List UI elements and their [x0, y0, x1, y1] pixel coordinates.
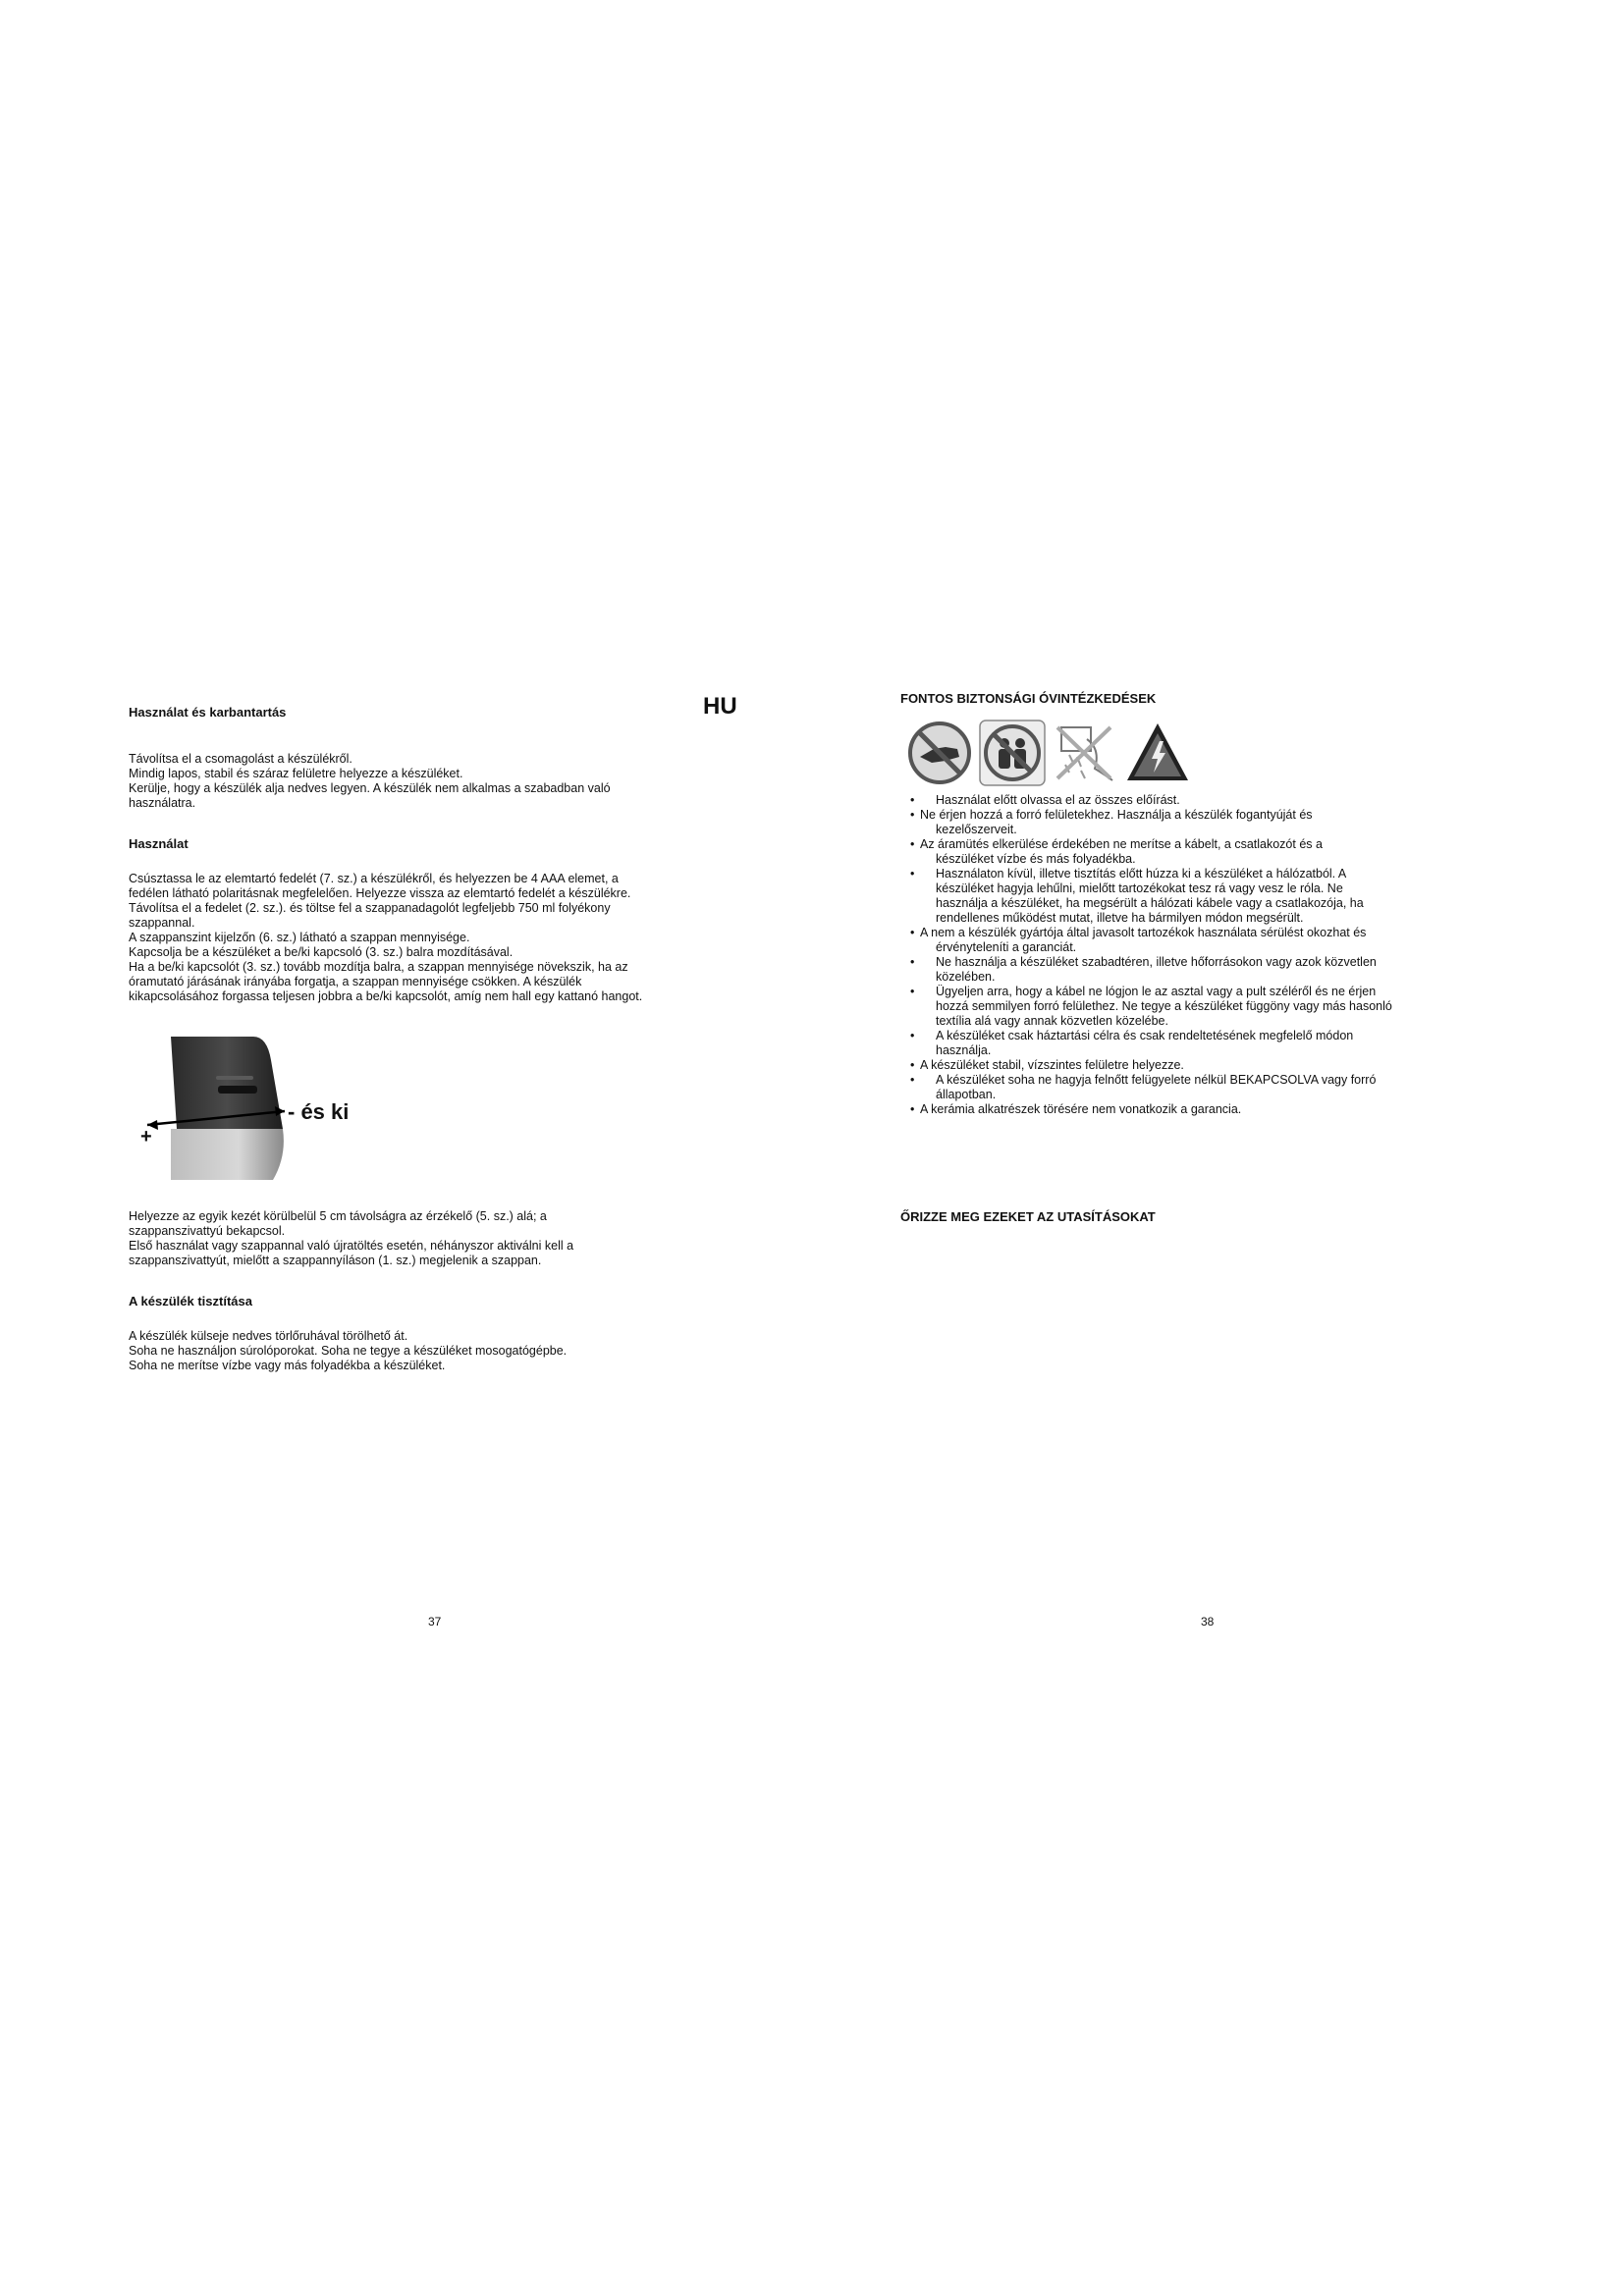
list-item: • Ne használja a készüléket szabadtéren, illetve hőforrásokon vagy azok közvetlen közelében. [910, 955, 1421, 985]
right-page [812, 0, 1624, 2296]
text-line: készüléket vízbe és más folyadékba. [936, 852, 1136, 866]
text-line: használatra. [129, 796, 196, 810]
safety-icons [906, 720, 1191, 786]
text-line: A kerámia alkatrészek törésére nem vonatkozik a garancia. [920, 1102, 1242, 1116]
list-item: • Ügyeljen arra, hogy a kábel ne lógjon le az asztal vagy a pult széléről és ne érjen hozzá semmilyen forró felülethez. Ne tegye a készüléket függöny vagy más hasonló textília alá vagy annak közvetlen közelébe. [910, 985, 1421, 1029]
list-item: • Használaton kívül, illetve tisztítás előtt húzza ki a készüléket a hálózatból. A készüléket hagyja lehűlni, mielőtt tartozékokat tesz rá vagy vesz le róla. Ne használja a készüléket, ha megsérült a hálózati kábele vagy a csatlakozója, ha rendellenes működést mutat, illetve ha bármilyen módon megsérült. [910, 867, 1421, 926]
list-item: • Ne érjen hozzá a forró felületekhez. Használja a készülék fogantyúját és kezelőszerveit. [910, 808, 1421, 837]
text-line: szappanszivattyú bekapcsol. [129, 1224, 286, 1238]
no-water-icon [1052, 720, 1118, 786]
text-line: Távolítsa el a csomagolást a készülékről. [129, 752, 352, 766]
safety-list [910, 793, 1421, 1117]
text-line: Távolítsa el a fedelet (2. sz.). és töltse fel a szappanadagolót legfeljebb 750 ml folyékony [129, 901, 611, 915]
page-number: 37 [428, 1615, 442, 1629]
text-line: Soha ne merítse vízbe vagy más folyadékba a készüléket. [129, 1359, 446, 1372]
text-line: közelében. [936, 970, 996, 984]
switch-plus-label: + [140, 1126, 152, 1148]
list-item: • A készüléket csak háztartási célra és csak rendeltetésének megfelelő módon használja. [910, 1029, 1421, 1058]
electric-hazard-icon [1124, 720, 1191, 786]
text-line: kikapcsolásához forgassa teljesen jobbra a be/ki kapcsolót, amíg nem hall egy kattanó hangot. [129, 989, 643, 1003]
cleaning-paragraph [129, 1329, 567, 1373]
switch-figure [137, 1031, 432, 1188]
text-line: Mindig lapos, stabil és száraz felületre helyezze a készüléket. [129, 767, 463, 780]
text-line: érvényteleníti a garanciát. [936, 940, 1077, 954]
text-line: szappannal. [129, 916, 195, 930]
list-item: • A készüléket soha ne hagyja felnőtt felügyelete nélkül BEKAPCSOLVA vagy forró állapotban. [910, 1073, 1421, 1102]
text-line: textília alá vagy annak közvetlen közelébe. [936, 1014, 1168, 1028]
text-line: A készüléket soha ne hagyja felnőtt felügyelete nélkül BEKAPCSOLVA vagy forró [936, 1073, 1377, 1087]
text-line: rendellenes működést mutat, illetve ha bármilyen módon megsérült. [936, 911, 1304, 925]
text-line: Kapcsolja be a készüléket a be/ki kapcsoló (3. sz.) balra mozdításával. [129, 945, 514, 959]
text-line: használja. [936, 1043, 992, 1057]
text-line: óramutató járásának irányába forgatja, a szappan mennyisége csökken. A készülék [129, 975, 582, 988]
usage-paragraph [129, 872, 642, 1004]
text-line: A készüléket stabil, vízszintes felületre helyezze. [920, 1058, 1184, 1072]
language-tag: HU [703, 693, 737, 720]
text-line: Ügyeljen arra, hogy a kábel ne lógjon le az asztal vagy a pult széléről és ne érjen [936, 985, 1377, 998]
text-line: A készüléket csak háztartási célra és csak rendeltetésének megfelelő módon [936, 1029, 1354, 1042]
heading-usage-maintenance: Használat és karbantartás [129, 705, 287, 720]
text-line: hozzá semmilyen forró felülethez. Ne tegye a készüléket függöny vagy más hasonló [936, 999, 1392, 1013]
text-line: Soha ne használjon súrolóporokat. Soha ne tegye a készüléket mosogatógépbe. [129, 1344, 568, 1358]
list-item: • A nem a készülék gyártója által javasolt tartozékok használata sérülést okozhat és érvényteleníti a garanciát. [910, 926, 1421, 955]
keep-children-away-icon [979, 720, 1046, 786]
list-item: • Az áramütés elkerülése érdekében ne merítse a kábelt, a csatlakozót és a készüléket vízbe és más folyadékba. [910, 837, 1421, 867]
text-line: kezelőszerveit. [936, 823, 1017, 836]
device-photo [137, 1031, 432, 1188]
text-line: Helyezze az egyik kezét körülbelül 5 cm távolságra az érzékelő (5. sz.) alá; a [129, 1209, 547, 1223]
list-item: • A kerámia alkatrészek törésére nem vonatkozik a garancia. [910, 1102, 1421, 1117]
heading-safety: FONTOS BIZTONSÁGI ÓVINTÉZKEDÉSEK [900, 691, 1157, 706]
switch-off-label: - és ki [288, 1099, 350, 1124]
text-line: Első használat vagy szappannal való újratöltés esetén, néhányszor aktiválni kell a [129, 1239, 574, 1253]
text-line: Kerülje, hogy a készülék alja nedves legyen. A készülék nem alkalmas a szabadban való [129, 781, 611, 795]
text-line: A készülék külseje nedves törlőruhával törölhető át. [129, 1329, 408, 1343]
intro-paragraph [129, 752, 611, 811]
text-line: Használaton kívül, illetve tisztítás előtt húzza ki a készüléket a hálózatból. A [936, 867, 1347, 881]
text-line: szappanszivattyút, mielőtt a szappannyíláson (1. sz.) megjelenik a szappan. [129, 1254, 542, 1267]
list-item: • A készüléket stabil, vízszintes felületre helyezze. [910, 1058, 1421, 1073]
text-line: állapotban. [936, 1088, 997, 1101]
heading-keep-instructions: ŐRIZZE MEG EZEKET AZ UTASÍTÁSOKAT [900, 1209, 1156, 1224]
text-line: A nem a készülék gyártója által javasolt tartozékok használata sérülést okozhat és [920, 926, 1367, 939]
heading-cleaning: A készülék tisztítása [129, 1294, 252, 1308]
page-number: 38 [1201, 1615, 1215, 1629]
text-line: A szappanszint kijelzőn (6. sz.) látható a szappan mennyisége. [129, 931, 470, 944]
text-line: Az áramütés elkerülése érdekében ne merítse a kábelt, a csatlakozót és a [920, 837, 1323, 851]
sensor-paragraph [129, 1209, 573, 1268]
heading-usage: Használat [129, 836, 189, 851]
text-line: fedélen látható polaritásnak megfelelően. Helyezze vissza az elemtartó fedelét a készülékre. [129, 886, 631, 900]
text-line: Csúsztassa le az elemtartó fedelét (7. sz.) a készülékről, és helyezzen be 4 AAA elemet, a [129, 872, 619, 885]
text-line: használja a készüléket, ha megsérült a hálózati kábele vagy a csatlakozója, ha [936, 896, 1364, 910]
text-line: Ne érjen hozzá a forró felületekhez. Használja a készülék fogantyúját és [920, 808, 1313, 822]
list-item: • Használat előtt olvassa el az összes előírást. [910, 793, 1421, 808]
text-line: Ne használja a készüléket szabadtéren, illetve hőforrásokon vagy azok közvetlen [936, 955, 1377, 969]
text-line: készüléket hagyja lehűlni, mielőtt tartozékokat tesz rá vagy vesz le róla. Ne [936, 881, 1343, 895]
text-line: Használat előtt olvassa el az összes előírást. [936, 793, 1180, 807]
no-touch-icon [906, 720, 973, 786]
text-line: Ha a be/ki kapcsolót (3. sz.) tovább mozdítja balra, a szappan mennyisége növekszik, ha az [129, 960, 628, 974]
